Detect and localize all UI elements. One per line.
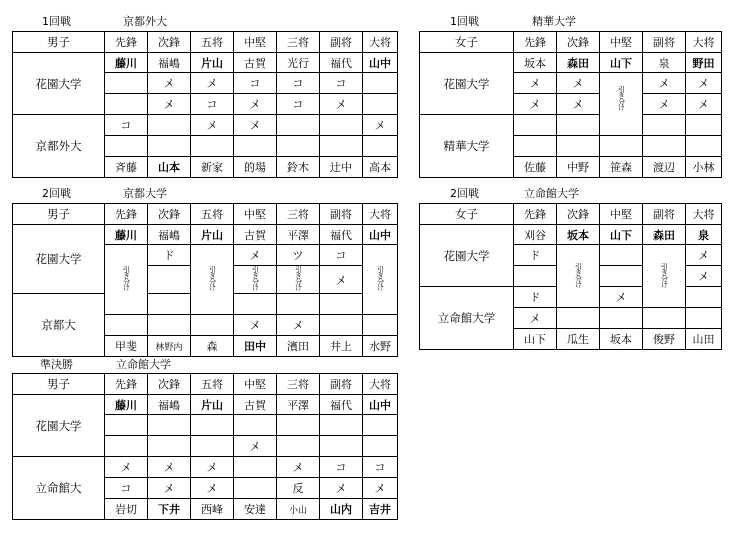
score-mark <box>363 136 398 157</box>
score-mark <box>191 315 234 336</box>
category-label: 男子 <box>13 32 105 53</box>
away-player: 渡辺 <box>643 157 686 178</box>
home-player: 光行 <box>277 53 320 73</box>
score-mark <box>514 136 557 157</box>
score-mark <box>105 94 148 115</box>
away-team-name: 京都外大 <box>13 115 105 178</box>
home-team-name: 花園大学 <box>13 53 105 115</box>
away-player: 甲斐 <box>105 336 148 357</box>
away-player: 山内 <box>320 499 363 520</box>
draw-cell <box>363 245 398 315</box>
score-mark <box>320 315 363 336</box>
score-mark <box>234 415 277 436</box>
home-player: 泉 <box>686 225 722 245</box>
draw-label: 引き分け <box>294 266 303 290</box>
away-player: 水野 <box>363 336 398 357</box>
home-player: 山中 <box>363 225 398 245</box>
score-mark: ド <box>514 287 557 308</box>
score-mark: メ <box>557 73 600 94</box>
home-player: 坂本 <box>514 53 557 73</box>
score-mark <box>277 294 320 315</box>
score-mark <box>557 115 600 136</box>
home-player: 福代 <box>320 225 363 245</box>
score-mark: メ <box>234 315 277 336</box>
away-player: 田中 <box>234 336 277 357</box>
away-team-name: 精華大学 <box>420 115 514 178</box>
position-header: 大将 <box>363 374 398 395</box>
score-mark <box>557 136 600 157</box>
score-mark <box>148 436 191 457</box>
home-player: 坂本 <box>557 225 600 245</box>
home-player: 山下 <box>600 53 643 73</box>
draw-cell <box>643 245 686 308</box>
away-player: 山下 <box>514 329 557 350</box>
home-player: 藤川 <box>105 225 148 245</box>
score-mark: 反 <box>277 478 320 499</box>
away-team-name: 立命館大学 <box>420 287 514 350</box>
home-player: 平澤 <box>277 225 320 245</box>
score-mark <box>363 415 398 436</box>
draw-label: 引き分け <box>376 266 385 290</box>
score-mark: メ <box>191 478 234 499</box>
score-mark <box>320 436 363 457</box>
position-header: 中堅 <box>234 204 277 225</box>
score-mark <box>514 115 557 136</box>
away-team-name: 立命館大 <box>13 457 105 520</box>
home-team-name: 花園大学 <box>420 53 514 115</box>
match4-opponent: 立命館大学 <box>524 187 579 200</box>
score-mark <box>148 415 191 436</box>
away-player: 井上 <box>320 336 363 357</box>
away-player: 斉藤 <box>105 157 148 178</box>
score-mark <box>600 136 643 157</box>
score-mark <box>148 136 191 157</box>
score-mark <box>320 415 363 436</box>
home-player: 片山 <box>191 53 234 73</box>
position-header: 大将 <box>363 32 398 53</box>
position-header: 先鋒 <box>514 204 557 225</box>
score-mark: メ <box>600 287 643 308</box>
away-player: 鈴木 <box>277 157 320 178</box>
away-player: 林野内 <box>148 336 191 357</box>
away-player: 佐藤 <box>514 157 557 178</box>
match4-table <box>419 203 722 350</box>
position-header: 副将 <box>320 204 363 225</box>
home-player: 藤川 <box>105 53 148 73</box>
match2-table <box>419 31 722 178</box>
position-header: 中堅 <box>600 32 643 53</box>
score-mark <box>234 457 277 478</box>
away-player: 山本 <box>148 157 191 178</box>
score-mark <box>363 436 398 457</box>
draw-label: 引き分け <box>617 86 626 110</box>
home-player: 古賀 <box>234 53 277 73</box>
home-team-name: 花園大学 <box>13 395 105 457</box>
home-player: 福代 <box>320 53 363 73</box>
away-player: 小山 <box>277 499 320 520</box>
home-player: 福嶋 <box>148 225 191 245</box>
position-header: 先鋒 <box>105 32 148 53</box>
position-header: 副将 <box>320 32 363 53</box>
score-mark: メ <box>320 94 363 115</box>
away-player: 高本 <box>363 157 398 178</box>
position-header: 次鋒 <box>557 204 600 225</box>
home-player: 平澤 <box>277 395 320 415</box>
home-player: 片山 <box>191 395 234 415</box>
score-mark: メ <box>514 94 557 115</box>
home-player: 山中 <box>363 395 398 415</box>
category-label: 男子 <box>13 374 105 395</box>
score-mark <box>557 308 600 329</box>
score-mark: メ <box>148 94 191 115</box>
score-mark: メ <box>643 94 686 115</box>
draw-cell <box>105 245 148 315</box>
home-player: 藤川 <box>105 395 148 415</box>
score-mark <box>277 136 320 157</box>
draw-cell <box>191 245 234 315</box>
position-header: 先鋒 <box>514 32 557 53</box>
position-header: 大将 <box>686 204 722 225</box>
score-mark <box>643 136 686 157</box>
away-player: 小林 <box>686 157 722 178</box>
score-mark: メ <box>557 94 600 115</box>
score-mark: コ <box>105 115 148 136</box>
position-header: 次鋒 <box>148 204 191 225</box>
match3-opponent: 京都大学 <box>123 187 167 200</box>
score-mark: コ <box>320 457 363 478</box>
score-mark <box>600 245 643 266</box>
score-mark <box>320 115 363 136</box>
position-header: 副将 <box>320 374 363 395</box>
score-mark <box>105 315 148 336</box>
draw-cell <box>600 73 643 136</box>
match2-opponent: 精華大学 <box>532 15 576 28</box>
score-mark: コ <box>320 245 363 266</box>
score-mark <box>148 294 191 315</box>
away-player: 西峰 <box>191 499 234 520</box>
position-header: 次鋒 <box>148 374 191 395</box>
score-mark: コ <box>234 73 277 94</box>
score-mark: メ <box>686 245 722 266</box>
score-mark: メ <box>234 245 277 266</box>
score-mark <box>277 115 320 136</box>
score-mark: メ <box>191 115 234 136</box>
score-mark <box>105 73 148 94</box>
match1-round: 1回戦 <box>42 15 71 28</box>
away-player: 坂本 <box>600 329 643 350</box>
position-header: 副将 <box>643 204 686 225</box>
home-player: 山下 <box>600 225 643 245</box>
score-mark: メ <box>148 478 191 499</box>
score-mark: メ <box>191 73 234 94</box>
away-player: 新家 <box>191 157 234 178</box>
score-mark <box>320 294 363 315</box>
score-mark: コ <box>277 94 320 115</box>
position-header: 先鋒 <box>105 374 148 395</box>
position-header: 先鋒 <box>105 204 148 225</box>
home-player: 古賀 <box>234 395 277 415</box>
score-mark <box>686 136 722 157</box>
home-player: 森田 <box>557 53 600 73</box>
score-mark <box>234 136 277 157</box>
score-mark <box>363 73 398 94</box>
away-player: 的場 <box>234 157 277 178</box>
match3-round: 2回戦 <box>42 187 71 200</box>
position-header: 次鋒 <box>148 32 191 53</box>
score-mark <box>105 136 148 157</box>
away-player: 辻中 <box>320 157 363 178</box>
match5-opponent: 立命館大学 <box>116 358 171 371</box>
score-mark: メ <box>686 73 722 94</box>
score-mark <box>643 308 686 329</box>
match2-round: 1回戦 <box>450 15 479 28</box>
score-mark <box>643 115 686 136</box>
home-player: 福嶋 <box>148 53 191 73</box>
home-player: 片山 <box>191 225 234 245</box>
home-player: 森田 <box>643 225 686 245</box>
score-mark: ド <box>148 245 191 266</box>
away-player: 森 <box>191 336 234 357</box>
score-mark: メ <box>234 436 277 457</box>
away-team-name: 京都大 <box>13 294 105 357</box>
score-mark: メ <box>320 266 363 294</box>
score-mark: コ <box>363 457 398 478</box>
home-player: 福代 <box>320 395 363 415</box>
match4-round: 2回戦 <box>450 187 479 200</box>
score-mark: メ <box>277 457 320 478</box>
draw-cell <box>234 266 277 294</box>
position-header: 五将 <box>191 374 234 395</box>
away-player: 山田 <box>686 329 722 350</box>
score-mark <box>148 115 191 136</box>
score-mark: メ <box>363 115 398 136</box>
score-mark <box>191 436 234 457</box>
away-player: 安達 <box>234 499 277 520</box>
match1-opponent: 京都外大 <box>123 15 167 28</box>
away-player: 吉井 <box>363 499 398 520</box>
home-team-name: 花園大学 <box>13 225 105 294</box>
score-mark <box>277 436 320 457</box>
position-header: 三将 <box>277 204 320 225</box>
away-player: 岩切 <box>105 499 148 520</box>
score-mark: メ <box>514 308 557 329</box>
score-mark <box>105 415 148 436</box>
score-mark: コ <box>105 478 148 499</box>
score-mark <box>363 315 398 336</box>
match5-round: 準決勝 <box>40 358 73 371</box>
score-mark: ド <box>514 245 557 266</box>
score-mark <box>600 308 643 329</box>
position-header: 大将 <box>686 32 722 53</box>
draw-label: 引き分け <box>122 266 131 290</box>
score-mark: ツ <box>277 245 320 266</box>
score-mark <box>191 415 234 436</box>
draw-cell <box>277 266 320 294</box>
category-label: 男子 <box>13 204 105 225</box>
home-team-name: 花園大学 <box>420 225 514 287</box>
draw-label: 引き分け <box>574 262 583 287</box>
score-mark <box>234 478 277 499</box>
position-header: 次鋒 <box>557 32 600 53</box>
score-mark: コ <box>277 73 320 94</box>
draw-label: 引き分け <box>660 262 669 287</box>
home-player: 刈谷 <box>514 225 557 245</box>
score-mark: メ <box>148 457 191 478</box>
position-header: 大将 <box>363 204 398 225</box>
home-player: 古賀 <box>234 225 277 245</box>
match5-table <box>12 373 398 520</box>
draw-cell <box>557 245 600 308</box>
position-header: 五将 <box>191 204 234 225</box>
score-mark <box>320 136 363 157</box>
away-player: 下井 <box>148 499 191 520</box>
score-mark <box>686 308 722 329</box>
home-player: 山中 <box>363 53 398 73</box>
score-mark: メ <box>686 94 722 115</box>
category-label: 女子 <box>420 204 514 225</box>
home-player: 泉 <box>643 53 686 73</box>
score-mark <box>600 266 643 287</box>
home-player: 福嶋 <box>148 395 191 415</box>
draw-label: 引き分け <box>251 266 260 290</box>
score-mark <box>514 266 557 287</box>
score-mark: メ <box>320 478 363 499</box>
score-mark: コ <box>191 94 234 115</box>
score-mark <box>148 266 191 294</box>
score-mark: メ <box>643 73 686 94</box>
score-mark <box>105 436 148 457</box>
score-mark <box>148 315 191 336</box>
draw-label: 引き分け <box>208 266 217 290</box>
score-mark: メ <box>277 315 320 336</box>
score-mark <box>686 287 722 308</box>
match3-table <box>12 203 398 357</box>
score-mark <box>277 415 320 436</box>
score-mark: メ <box>686 266 722 287</box>
score-mark: メ <box>234 94 277 115</box>
position-header: 中堅 <box>600 204 643 225</box>
away-player: 中野 <box>557 157 600 178</box>
position-header: 中堅 <box>234 374 277 395</box>
away-player: 俊野 <box>643 329 686 350</box>
away-player: 瓜生 <box>557 329 600 350</box>
position-header: 三将 <box>277 374 320 395</box>
position-header: 三将 <box>277 32 320 53</box>
score-mark <box>363 94 398 115</box>
away-player: 濱田 <box>277 336 320 357</box>
score-mark <box>686 115 722 136</box>
home-player: 野田 <box>686 53 722 73</box>
score-mark: メ <box>105 457 148 478</box>
score-mark: コ <box>320 73 363 94</box>
score-mark <box>234 294 277 315</box>
category-label: 女子 <box>420 32 514 53</box>
score-mark: メ <box>191 457 234 478</box>
score-mark: メ <box>514 73 557 94</box>
score-mark: メ <box>234 115 277 136</box>
position-header: 副将 <box>643 32 686 53</box>
score-mark: メ <box>363 478 398 499</box>
position-header: 中堅 <box>234 32 277 53</box>
away-player: 笹森 <box>600 157 643 178</box>
score-mark: メ <box>148 73 191 94</box>
match1-table <box>12 31 398 178</box>
score-mark <box>191 136 234 157</box>
position-header: 五将 <box>191 32 234 53</box>
